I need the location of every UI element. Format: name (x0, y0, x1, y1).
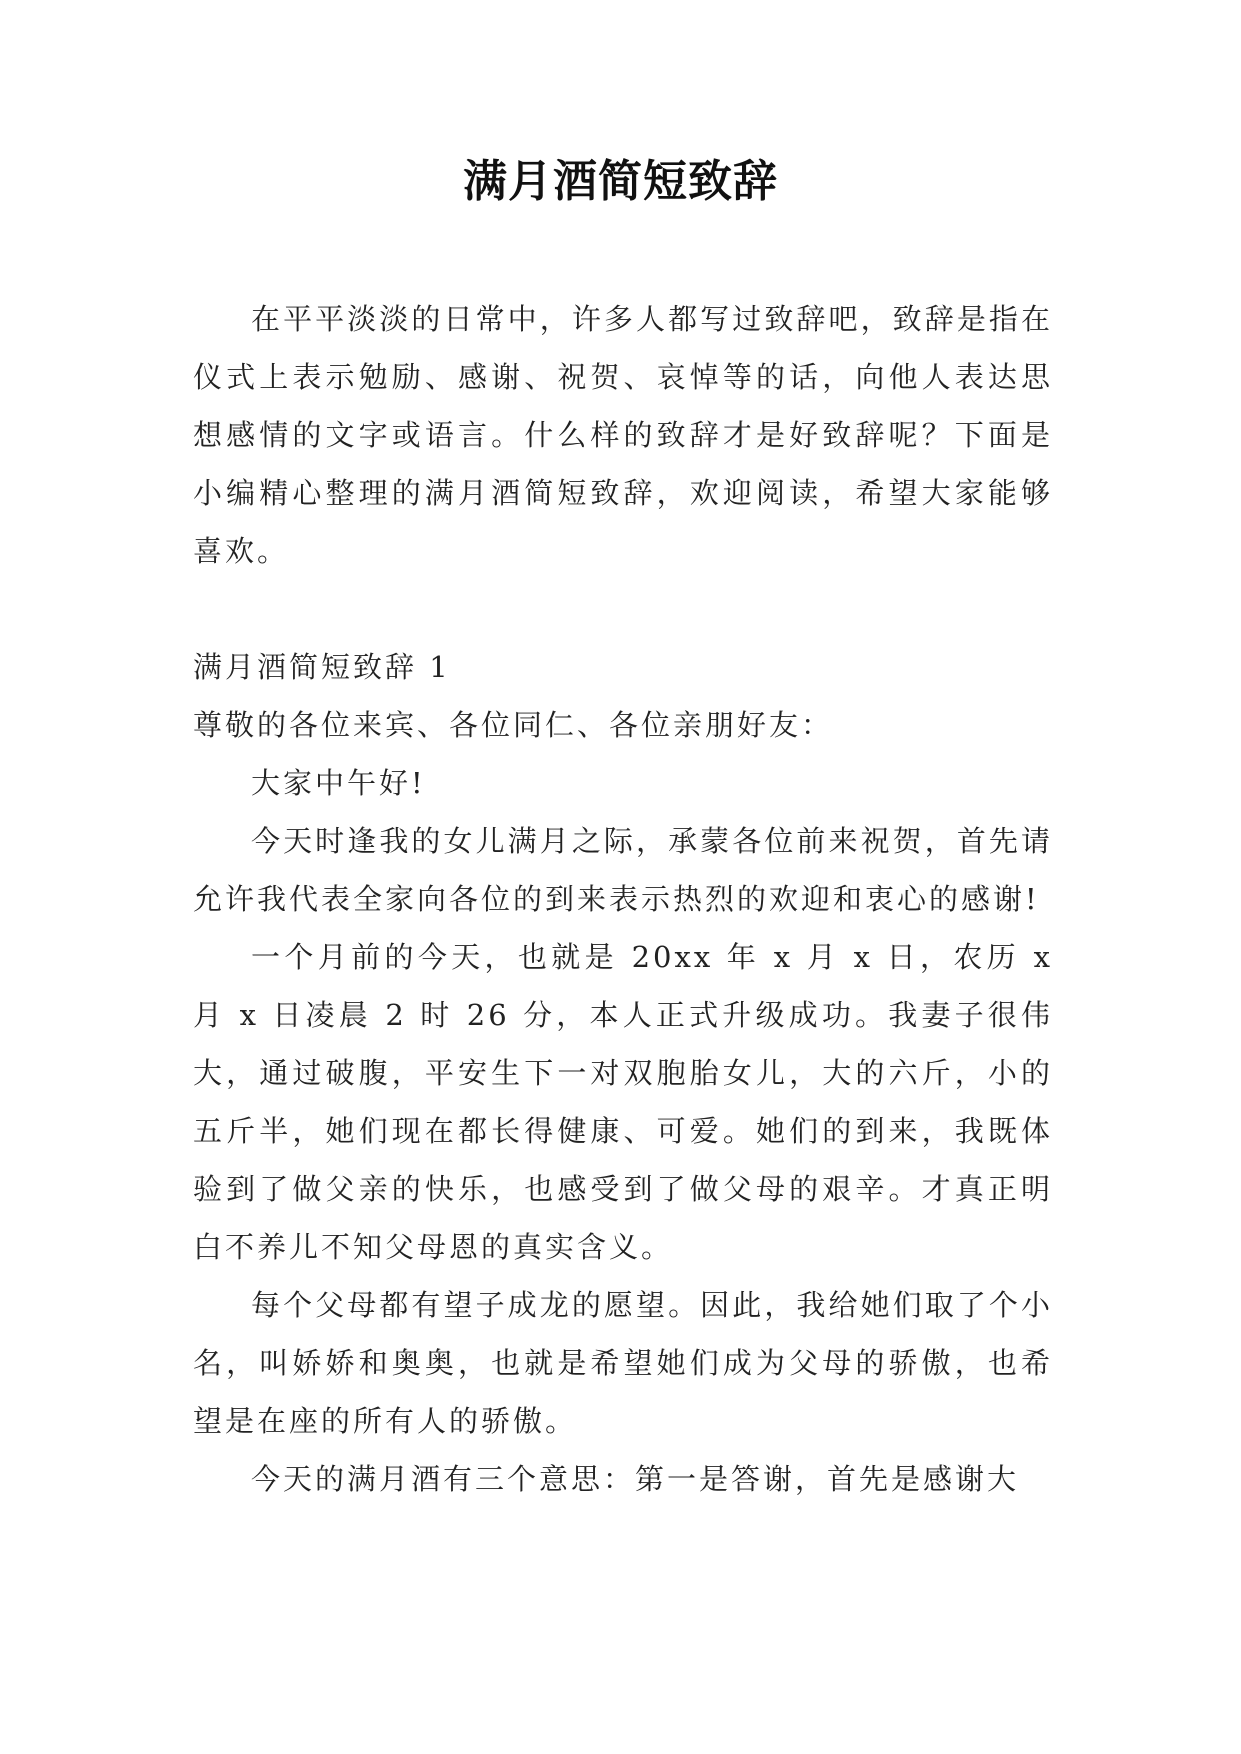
section-heading: 满月酒简短致辞 1 (193, 650, 451, 684)
paragraph-spacer (193, 580, 1053, 638)
intro-paragraph: 在平平淡淡的日常中，许多人都写过致辞吧，致辞是指在仪式上表示勉励、感谢、祝贺、哀悼等的话，向他人表达思想感情的文字或语言。什么样的致辞才是好致辞呢？下面是小编精心整理的满月酒简短致辞，欢迎阅读，希望大家能够喜欢。 (193, 302, 1053, 568)
paragraph-names: 每个父母都有望子成龙的愿望。因此，我给她们取了个小名，叫娇娇和奥奥，也就是希望她们成为父母的骄傲，也希望是在座的所有人的骄傲。 (193, 1288, 1053, 1438)
salutation: 尊敬的各位来宾、各位同仁、各位亲朋好友： (193, 708, 834, 742)
document-title: 满月酒简短致辞 (463, 156, 778, 207)
document-body (193, 290, 1053, 1508)
paragraph-thanks: 今天时逢我的女儿满月之际，承蒙各位前来祝贺，首先请允许我代表全家向各位的到来表示热烈的欢迎和衷心的感谢! (193, 824, 1053, 916)
paragraph-birth: 一个月前的今天，也就是 20xx 年 x 月 x 日，农历 x 月 x 日凌晨 2 时 26 分，本人正式升级成功。我妻子很伟大，通过破腹，平安生下一对双胞胎女儿，大的六斤，小的五斤半，她们现在都长得健康、可爱。她们的到来，我既体验到了做父亲的快乐，也感受到了做父母的艰辛。才真正明白不养儿不知父母恩的真实含义。 (193, 940, 1053, 1264)
paragraph-meaning: 今天的满月酒有三个意思：第一是答谢，首先是感谢大 (251, 1462, 1020, 1496)
paragraph-greeting: 大家中午好! (251, 766, 426, 800)
